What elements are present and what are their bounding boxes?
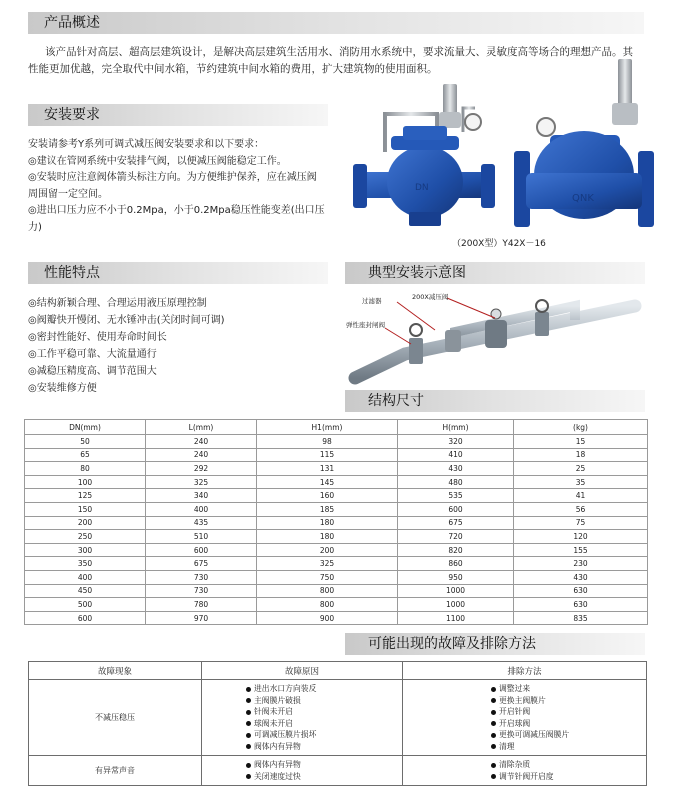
table-cell: 970 <box>146 611 257 625</box>
table-cell: 320 <box>398 435 514 449</box>
install-title: 安装要求 <box>44 107 100 123</box>
list-item <box>491 706 646 718</box>
table-cell: 730 <box>146 570 257 584</box>
table-cell: 180 <box>257 530 398 544</box>
bullet-icon <box>246 774 251 779</box>
fix-text: 更换主阀膜片 <box>499 695 546 705</box>
table-cell: 1000 <box>398 584 514 598</box>
dimensions-header-cell: L(mm) <box>146 420 257 435</box>
table-row <box>29 756 647 786</box>
overview-header-bar <box>28 12 644 34</box>
table-cell: 350 <box>25 557 146 571</box>
fix-text: 调整过来 <box>499 684 531 693</box>
fault-causes <box>202 680 403 756</box>
list-item <box>491 683 646 695</box>
dimensions-header-cell: (kg) <box>514 420 648 435</box>
install-item: 力) <box>28 221 42 233</box>
feature-item: ◎阀瓣快开慢闭、无水锤冲击(关闭时间可调) <box>28 315 225 326</box>
install-item: ◎安装时应注意阀体箭头标注方向。为方便维护保养，应在减压阀 <box>28 172 317 183</box>
list-item <box>491 729 646 741</box>
install-item: ◎建议在管网系统中安装排气阀，以便减压阀能稳定工作。 <box>28 155 287 167</box>
table-cell: 500 <box>25 598 146 612</box>
table-cell: 160 <box>257 489 398 503</box>
table-cell: 200 <box>257 543 398 557</box>
table-cell: 720 <box>398 530 514 544</box>
table-cell: 100 <box>25 475 146 489</box>
diagram-label-valve: 200X减压阀 <box>412 293 449 301</box>
table-cell: 835 <box>514 611 648 625</box>
table-cell: 900 <box>257 611 398 625</box>
table-cell: 180 <box>257 516 398 530</box>
table-cell: 25 <box>514 462 648 476</box>
table-cell: 820 <box>398 543 514 557</box>
table-row <box>25 516 648 530</box>
table-row <box>25 598 648 612</box>
table-cell: 50 <box>25 435 146 449</box>
table-cell: 80 <box>25 462 146 476</box>
table-cell: 131 <box>257 462 398 476</box>
table-cell: 98 <box>257 435 398 449</box>
table-cell: 292 <box>146 462 257 476</box>
table-cell: 750 <box>257 570 398 584</box>
table-cell: 300 <box>25 543 146 557</box>
overview-title: 产品概述 <box>44 15 100 31</box>
feature-item: ◎工作平稳可靠、大流量通行 <box>28 349 157 360</box>
cause-text: 阀体内有异物 <box>254 760 301 769</box>
bullet-icon <box>491 721 496 726</box>
table-cell: 340 <box>146 489 257 503</box>
table-cell: 600 <box>398 502 514 516</box>
overview-line-1: 该产品针对高层、超高层建筑设计，是解决高层建筑生活用水、消防用水系统中，要求流量大、灵敏度高等场合的理想产品。其 <box>45 46 633 58</box>
cause-text: 进出水口方向装反 <box>254 684 317 693</box>
list-item <box>246 771 402 783</box>
table-row <box>29 680 647 756</box>
cause-text: 关闭速度过快 <box>254 771 301 781</box>
table-cell: 150 <box>25 502 146 516</box>
bullet-icon <box>491 744 496 749</box>
feature-item: ◎密封性能好、使用寿命时间长 <box>28 332 167 343</box>
table-cell: 800 <box>257 584 398 598</box>
table-cell: 600 <box>25 611 146 625</box>
table-row <box>25 584 648 598</box>
table-cell: 600 <box>146 543 257 557</box>
table-cell: 410 <box>398 448 514 462</box>
table-cell: 240 <box>146 448 257 462</box>
cause-text: 针阀未开启 <box>254 707 293 716</box>
fault-causes <box>202 756 403 786</box>
overview-line-2: 性能更加优越，完全取代中间水箱，节约建筑中间水箱的费用，扩大建筑物的使用面积。 <box>28 63 438 75</box>
table-row <box>25 448 648 462</box>
fix-text: 更换可调减压阀膜片 <box>499 730 570 739</box>
features-list <box>28 295 225 397</box>
table-cell: 120 <box>514 530 648 544</box>
table-cell: 35 <box>514 475 648 489</box>
table-cell: 430 <box>398 462 514 476</box>
table-cell: 15 <box>514 435 648 449</box>
valve-photo-left <box>345 72 505 232</box>
cause-text: 可调减压膜片损坏 <box>254 730 317 739</box>
fault-symptom: 不减压稳压 <box>29 680 202 756</box>
list-item <box>246 741 402 753</box>
list-item <box>491 759 646 771</box>
bullet-icon <box>246 744 251 749</box>
photo-caption: （200X型）Y42X－16 <box>452 239 546 249</box>
install-intro: 安装请参考Y系列可调式减压阀安装要求和以下要求： <box>28 139 265 150</box>
table-row <box>25 462 648 476</box>
features-title: 性能特点 <box>44 265 100 281</box>
feature-item: ◎安装维修方便 <box>28 383 97 394</box>
fix-text: 调节针阀开启度 <box>499 771 554 781</box>
table-cell: 75 <box>514 516 648 530</box>
dimensions-title: 结构尺寸 <box>368 393 424 409</box>
feature-item: ◎减稳压精度高、调节范围大 <box>28 366 157 377</box>
faults-header-cell: 排除方法 <box>403 662 647 680</box>
table-cell: 65 <box>25 448 146 462</box>
table-cell: 400 <box>25 570 146 584</box>
dimensions-header-cell: H1(mm) <box>257 420 398 435</box>
table-row <box>25 570 648 584</box>
fix-text: 清除杂质 <box>499 760 531 769</box>
bullet-icon <box>246 721 251 726</box>
bullet-icon <box>491 698 496 703</box>
cause-text: 球阀未开启 <box>254 718 293 728</box>
table-row <box>25 489 648 503</box>
svg-text:QNK: QNK <box>572 193 594 204</box>
diagram-label-gate: 弹性座封闸阀 <box>346 321 385 329</box>
table-cell: 230 <box>514 557 648 571</box>
cause-text: 主阀膜片破损 <box>254 695 301 705</box>
dimensions-header-cell: DN(mm) <box>25 420 146 435</box>
faults-header-cell: 故障原因 <box>202 662 403 680</box>
list-item <box>246 718 402 730</box>
table-cell: 535 <box>398 489 514 503</box>
table-row <box>25 502 648 516</box>
table-cell: 630 <box>514 598 648 612</box>
fix-text: 开启球阀 <box>499 718 531 728</box>
bullet-icon <box>491 763 496 768</box>
table-cell: 240 <box>146 435 257 449</box>
table-row <box>25 557 648 571</box>
table-cell: 18 <box>514 448 648 462</box>
valve-photo-right <box>510 55 658 235</box>
table-cell: 1000 <box>398 598 514 612</box>
table-cell: 430 <box>514 570 648 584</box>
list-item <box>246 695 402 707</box>
table-cell: 800 <box>257 598 398 612</box>
table-cell: 510 <box>146 530 257 544</box>
bullet-icon <box>246 710 251 715</box>
table-cell: 155 <box>514 543 648 557</box>
table-cell: 480 <box>398 475 514 489</box>
table-cell: 115 <box>257 448 398 462</box>
list-item <box>491 695 646 707</box>
svg-text:DN: DN <box>415 183 429 193</box>
table-cell: 185 <box>257 502 398 516</box>
bullet-icon <box>491 774 496 779</box>
diagram-label-filter: 过滤器 <box>362 297 382 305</box>
bullet-icon <box>491 710 496 715</box>
bullet-icon <box>246 687 251 692</box>
table-cell: 730 <box>146 584 257 598</box>
fix-text: 开启针阀 <box>499 707 531 716</box>
table-cell: 860 <box>398 557 514 571</box>
table-cell: 675 <box>398 516 514 530</box>
list-item <box>491 718 646 730</box>
list-item <box>246 683 402 695</box>
table-row <box>25 611 648 625</box>
dimensions-table <box>24 419 648 625</box>
table-cell: 145 <box>257 475 398 489</box>
list-item <box>246 706 402 718</box>
bullet-icon <box>246 733 251 738</box>
table-cell: 950 <box>398 570 514 584</box>
table-cell: 675 <box>146 557 257 571</box>
table-cell: 56 <box>514 502 648 516</box>
dimensions-header-row <box>25 420 648 435</box>
feature-item: ◎结构新颖合理、合理运用液压原理控制 <box>28 298 207 309</box>
table-cell: 200 <box>25 516 146 530</box>
list-item <box>491 741 646 753</box>
table-cell: 435 <box>146 516 257 530</box>
table-cell: 41 <box>514 489 648 503</box>
fault-fixes <box>403 680 647 756</box>
install-item: ◎进出口压力应不小于0.2Mpa，小于0.2Mpa稳压性能变差(出口压 <box>28 205 325 216</box>
faults-header-cell: 故障现象 <box>29 662 202 680</box>
table-cell: 630 <box>514 584 648 598</box>
fix-text: 清理 <box>499 741 515 751</box>
install-item: 周围留一定空间。 <box>28 188 108 200</box>
table-cell: 250 <box>25 530 146 544</box>
list-item <box>246 729 402 741</box>
table-cell: 325 <box>257 557 398 571</box>
cause-text: 阀体内有异物 <box>254 741 301 751</box>
fault-symptom: 有异常声音 <box>29 756 202 786</box>
dimensions-header-cell: H(mm) <box>398 420 514 435</box>
diagram-title: 典型安装示意图 <box>368 265 466 281</box>
table-row <box>25 530 648 544</box>
table-row <box>25 543 648 557</box>
list-item <box>491 771 646 783</box>
install-diagram <box>345 286 645 386</box>
table-row <box>25 435 648 449</box>
install-list <box>28 137 348 236</box>
list-item <box>246 759 402 771</box>
bullet-icon <box>491 687 496 692</box>
table-cell: 1100 <box>398 611 514 625</box>
faults-table <box>28 661 647 786</box>
table-cell: 780 <box>146 598 257 612</box>
fault-fixes <box>403 756 647 786</box>
table-cell: 325 <box>146 475 257 489</box>
table-row <box>25 475 648 489</box>
bullet-icon <box>246 698 251 703</box>
faults-title: 可能出现的故障及排除方法 <box>368 636 536 652</box>
table-cell: 400 <box>146 502 257 516</box>
faults-header-row <box>29 662 647 680</box>
bullet-icon <box>491 733 496 738</box>
bullet-icon <box>246 763 251 768</box>
table-cell: 125 <box>25 489 146 503</box>
table-cell: 450 <box>25 584 146 598</box>
